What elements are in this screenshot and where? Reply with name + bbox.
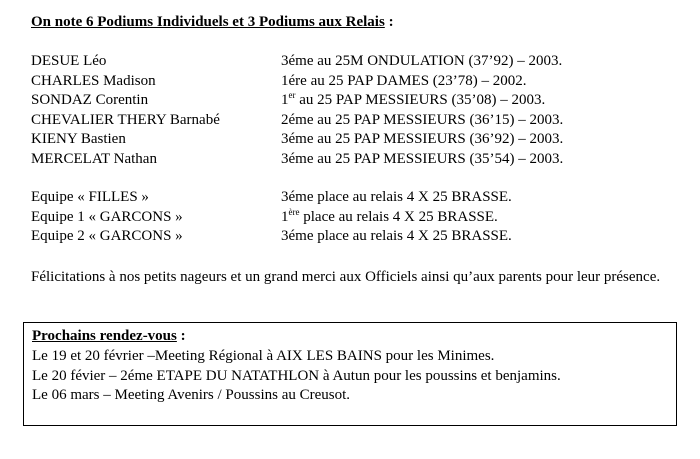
podium-row xyxy=(31,91,681,110)
result-text: au 25M ONDULATION (37’92) – 2003. xyxy=(313,53,563,69)
podium-row xyxy=(31,150,681,169)
rank: 3éme xyxy=(281,228,314,244)
upcoming-events-box xyxy=(23,322,677,426)
heading xyxy=(31,14,394,31)
podium-result xyxy=(281,91,545,110)
result-text: au 25 PAP MESSIEURS (36’92) – 2003. xyxy=(313,131,564,147)
podium-result xyxy=(281,52,562,71)
result-text: place au relais 4 X 25 BRASSE. xyxy=(313,228,512,244)
event-line: Le 06 mars – Meeting Avenirs / Poussins au Creusot. xyxy=(32,387,351,403)
rank-sup: ère xyxy=(288,207,300,217)
result-text: place au relais 4 X 25 BRASSE. xyxy=(313,189,512,205)
relay-row xyxy=(31,188,681,207)
team-name: Equipe « FILLES » xyxy=(31,189,149,205)
team-name: Equipe 1 « GARCONS » xyxy=(31,209,183,225)
swimmer-name: MERCELAT Nathan xyxy=(31,151,157,167)
upcoming-title xyxy=(32,327,186,346)
swimmer-name: KIENY Bastien xyxy=(31,131,126,147)
rank: 1 xyxy=(281,92,289,108)
rank: 2éme xyxy=(281,112,314,128)
result-text: place au relais 4 X 25 BRASSE. xyxy=(299,209,498,225)
swimmer-name: CHARLES Madison xyxy=(31,73,156,89)
result-text: au 25 PAP MESSIEURS (35’08) – 2003. xyxy=(295,92,546,108)
rank: 1 xyxy=(281,209,289,225)
relay-result xyxy=(281,227,512,246)
result-text: au 25 PAP DAMES (23’78) – 2002. xyxy=(306,73,527,89)
relay-result xyxy=(281,208,498,227)
rank: 3éme xyxy=(281,131,314,147)
podium-row xyxy=(31,111,681,130)
event-line: Le 20 févier – 2éme ETAPE DU NATATHLON à Autun pour les poussins et benjamins. xyxy=(32,368,561,384)
podium-row xyxy=(31,130,681,149)
relay-result xyxy=(281,188,512,207)
podium-result xyxy=(281,72,527,91)
team-name: Equipe 2 « GARCONS » xyxy=(31,228,183,244)
rank: 1ére xyxy=(281,73,307,89)
upcoming-title-suffix: : xyxy=(176,328,186,344)
rank: 3éme xyxy=(281,151,314,167)
relay-row xyxy=(31,208,681,227)
thanks-paragraph: Félicitations à nos petits nageurs et un grand merci aux Officiels ainsi qu’aux parents pour leur présence. xyxy=(31,269,661,285)
podium-result xyxy=(281,130,563,149)
swimmer-name: SONDAZ Corentin xyxy=(31,92,149,108)
podium-result xyxy=(281,111,563,130)
upcoming-title-text: Prochains rendez-vous xyxy=(32,328,177,344)
heading-text: On note 6 Podiums Individuels et 3 Podiums aux Relais xyxy=(31,14,385,30)
podium-row xyxy=(31,72,681,91)
swimmer-name: CHEVALIER THERY Barnabé xyxy=(31,112,220,128)
rank-sup: er xyxy=(288,90,296,100)
result-text: au 25 PAP MESSIEURS (35’54) – 2003. xyxy=(313,151,564,167)
podium-row xyxy=(31,52,681,71)
swimmer-name: DESUE Léo xyxy=(31,53,107,69)
rank: 3éme xyxy=(281,189,314,205)
event-line: Le 19 et 20 février –Meeting Régional à AIX LES BAINS pour les Minimes. xyxy=(32,348,495,364)
heading-suffix: : xyxy=(384,14,394,30)
rank: 3éme xyxy=(281,53,314,69)
relay-row xyxy=(31,227,681,246)
result-text: au 25 PAP MESSIEURS (36’15) – 2003. xyxy=(313,112,564,128)
podium-result xyxy=(281,150,563,169)
